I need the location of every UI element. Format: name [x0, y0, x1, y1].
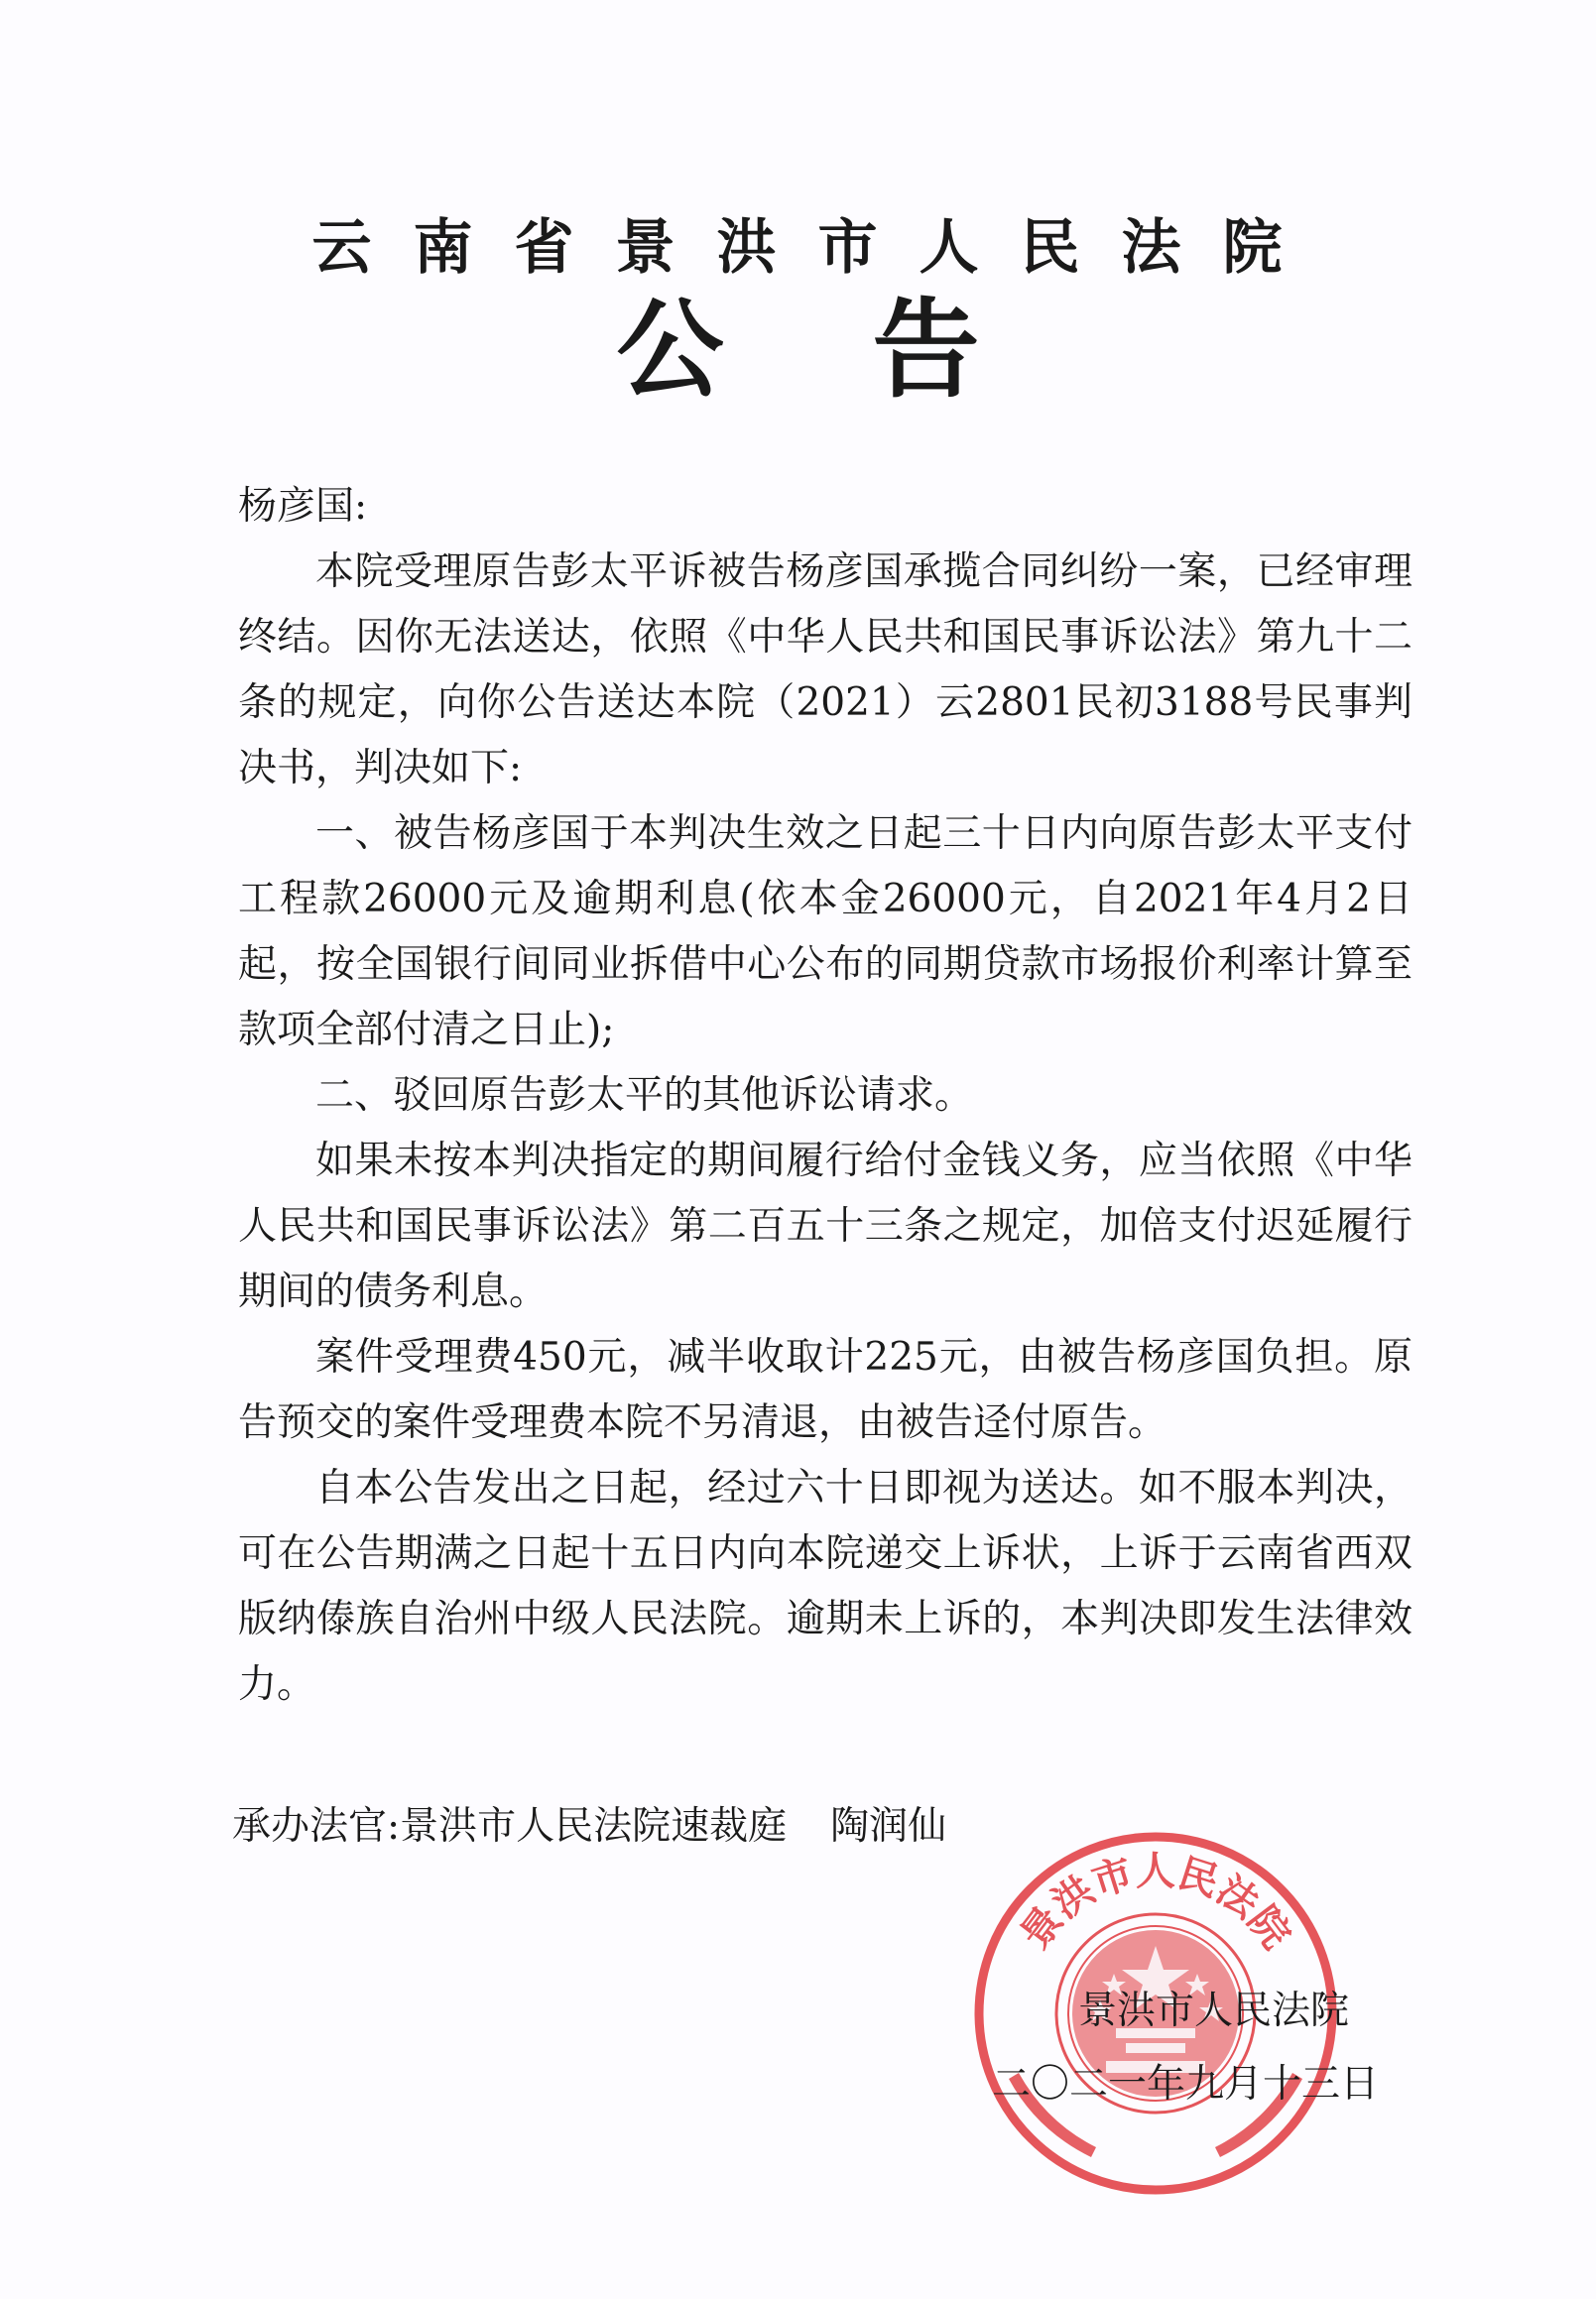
paragraph-judgment-item-1: 一、被告杨彦国于本判决生效之日起三十日内向原告彭太平支付工程款26000元及逾期利息(依本金26000元，自2021年4月2日起，按全国银行间同业拆借中心公布的同期贷款市场报价利率计算至款项全部付清之日止);: [238, 811, 1412, 1052]
paragraph-judgment-item-2: 二、驳回原告彭太平的其他诉讼请求。: [315, 1073, 974, 1118]
document-title: 公告: [616, 289, 1129, 413]
issue-date: 二〇二一年九月十三日: [991, 2062, 1379, 2107]
issuing-court: 景洪市人民法院: [1077, 1989, 1349, 2033]
seal-text: 景洪市人民法院: [1011, 1848, 1300, 1958]
paragraph-late-performance: 如果未按本判决指定的期间履行给付金钱义务，应当依照《中华人民共和国民事诉讼法》第二百五十三条之规定，加倍支付迟延履行期间的债务利息。: [238, 1139, 1412, 1314]
notice-body: [238, 474, 1412, 1718]
paragraph-case-summary: 本院受理原告彭太平诉被告杨彦国承揽合同纠纷一案，已经审理终结。因你无法送达，依照《中华人民共和国民事诉讼法》第九十二条的规定，向你公告送达本院（2021）云2801民初3188号民事判决书，判决如下:: [238, 549, 1412, 790]
addressee: 杨彦国:: [238, 484, 368, 529]
presiding-judge-line: [232, 1797, 946, 1857]
paragraph-service-and-appeal: 自本公告发出之日起，经过六十日即视为送达。如不服本判决，可在公告期满之日起十五日内向本院递交上诉状，上诉于云南省西双版纳傣族自治州中级人民法院。逾期未上诉的，本判决即发生法律效力。: [238, 1466, 1412, 1707]
court-name: 云南省景洪市人民法院: [311, 213, 1324, 283]
judge-department: 景洪市人民法院速裁庭: [400, 1804, 788, 1849]
signature-label: 承办法官:: [232, 1804, 401, 1849]
paragraph-case-fee: 案件受理费450元，减半收取计225元，由被告杨彦国负担。原告预交的案件受理费本院不另清退，由被告迳付原告。: [238, 1335, 1412, 1445]
judge-name: 陶润仙: [830, 1804, 947, 1849]
